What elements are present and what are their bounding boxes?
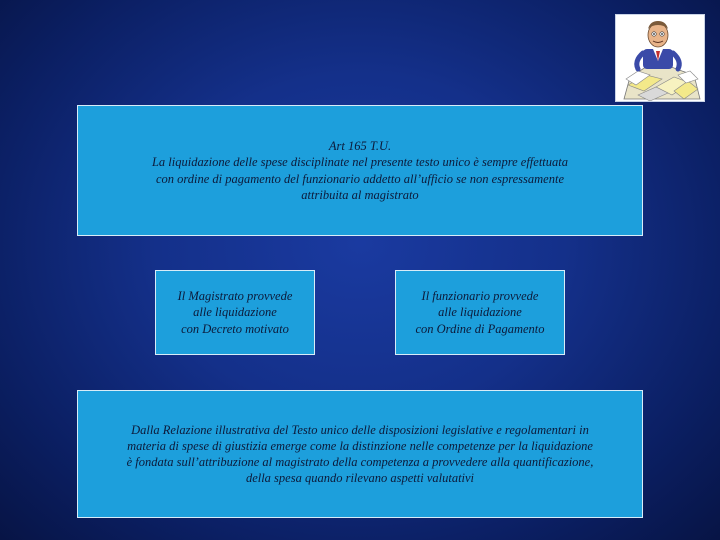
article-text-line: con ordine di pagamento del funzionario addetto all’ufficio se non espressamente bbox=[155, 171, 565, 186]
article-text-line: La liquidazione delle spese disciplinate nel presente testo unico è sempre effettuata bbox=[151, 155, 568, 170]
magistrate-text-line: alle liquidazione bbox=[193, 305, 277, 320]
article-text-line: attribuita al magistrato bbox=[301, 187, 419, 202]
official-text-line: con Ordine di Pagamento bbox=[415, 321, 545, 336]
report-text-line: Dalla Relazione illustrativa del Testo unico delle disposizioni legislative e regolamentari in bbox=[131, 422, 589, 437]
magistrate-text-line: Il Magistrato provvede bbox=[177, 289, 293, 304]
magistrate-text-line: con Decreto motivato bbox=[181, 321, 289, 336]
article-165-box bbox=[77, 105, 643, 236]
report-text-line: materia di spese di giustizia emerge come la distinzione nelle competenze per la liquidazione bbox=[127, 438, 593, 453]
official-text-line: Il funzionario provvede bbox=[421, 289, 539, 304]
man-with-paper-pile-icon bbox=[615, 14, 705, 102]
report-note-box bbox=[77, 390, 643, 518]
magistrate-box bbox=[155, 270, 315, 355]
report-text-line: è fondata sull’attribuzione al magistrato della competenza a provvedere alla quantificazione, bbox=[126, 455, 594, 469]
article-title: Art 165 T.U. bbox=[328, 139, 392, 153]
official-box bbox=[395, 270, 565, 355]
official-text-line: alle liquidazione bbox=[438, 305, 522, 320]
report-text-line: della spesa quando rilevano aspetti valutativi bbox=[245, 471, 475, 486]
